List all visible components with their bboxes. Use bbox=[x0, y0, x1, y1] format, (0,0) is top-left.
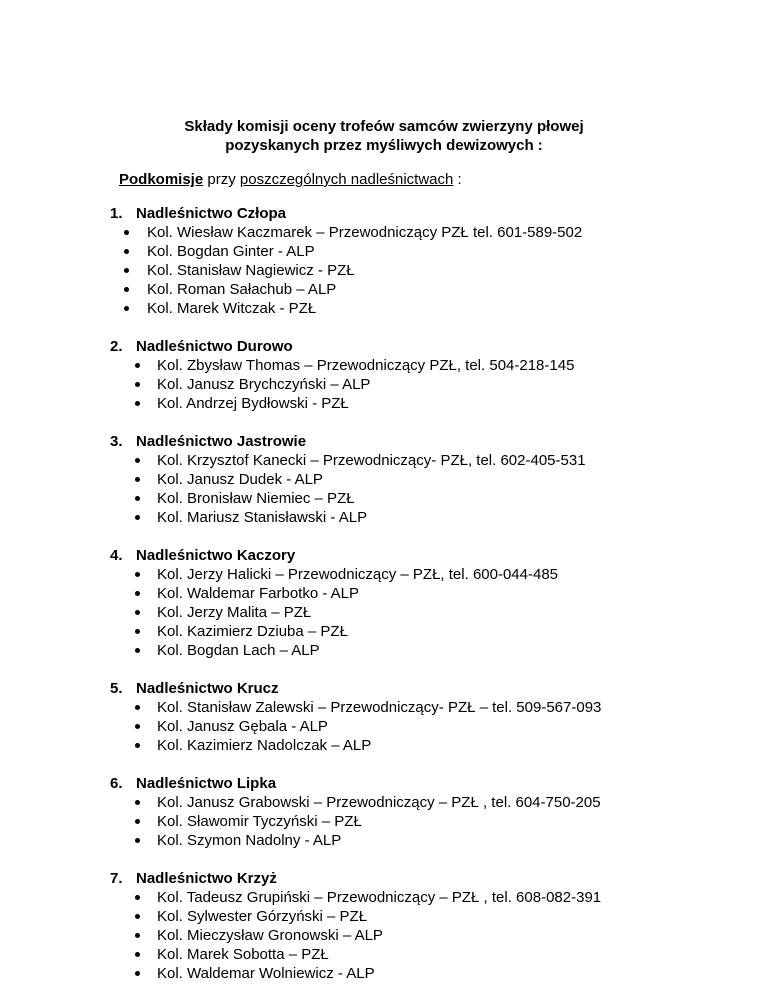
section-name: Nadleśnictwo Lipka bbox=[136, 775, 277, 792]
section-heading bbox=[110, 337, 750, 356]
bullet-icon bbox=[135, 363, 140, 368]
list-item bbox=[110, 926, 750, 945]
member-list bbox=[110, 223, 750, 318]
section-heading bbox=[110, 679, 750, 698]
bullet-icon bbox=[135, 724, 140, 729]
member-list bbox=[110, 888, 750, 983]
section bbox=[110, 679, 750, 755]
section bbox=[110, 546, 750, 660]
bullet-icon bbox=[135, 838, 140, 843]
bullet-icon bbox=[135, 743, 140, 748]
list-item bbox=[110, 508, 750, 527]
list-item bbox=[110, 945, 750, 964]
intro-bold: Podkomisje bbox=[119, 171, 204, 188]
list-item bbox=[110, 375, 750, 394]
list-item bbox=[110, 356, 750, 375]
bullet-icon bbox=[135, 629, 140, 634]
section-number: 6. bbox=[110, 775, 123, 792]
member-list bbox=[110, 698, 750, 755]
list-item bbox=[110, 622, 750, 641]
section-heading bbox=[110, 204, 750, 223]
list-item bbox=[110, 470, 750, 489]
bullet-icon bbox=[124, 249, 129, 254]
list-item bbox=[110, 242, 750, 261]
section-heading bbox=[110, 774, 750, 793]
bullet-icon bbox=[124, 268, 129, 273]
bullet-icon bbox=[135, 648, 140, 653]
member-text: Kol. Marek Witczak - PZŁ bbox=[147, 300, 317, 317]
intro-underlined: poszczególnych nadleśnictwach bbox=[239, 171, 454, 188]
bullet-icon bbox=[135, 382, 140, 387]
section bbox=[110, 774, 750, 850]
member-text: Kol. Wiesław Kaczmarek – Przewodniczący PZŁ tel. 601-589-502 bbox=[147, 224, 583, 241]
list-item bbox=[110, 394, 750, 413]
list-item bbox=[110, 698, 750, 717]
bullet-icon bbox=[135, 895, 140, 900]
section-number: 1. bbox=[110, 205, 123, 222]
list-item bbox=[110, 964, 750, 983]
member-text: Kol. Stanisław Nagiewicz - PZŁ bbox=[147, 262, 355, 279]
bullet-icon bbox=[124, 306, 129, 311]
bullet-icon bbox=[135, 591, 140, 596]
list-item bbox=[110, 831, 750, 850]
member-text: Kol. Kazimierz Dziuba – PZŁ bbox=[157, 623, 348, 640]
section-number: 3. bbox=[110, 433, 123, 450]
list-item bbox=[110, 451, 750, 470]
bullet-icon bbox=[135, 496, 140, 501]
bullet-icon bbox=[135, 705, 140, 710]
bullet-icon bbox=[135, 515, 140, 520]
bullet-icon bbox=[135, 971, 140, 976]
section-number: 7. bbox=[110, 870, 123, 887]
section-name: Nadleśnictwo Kaczory bbox=[136, 547, 296, 564]
list-item bbox=[110, 603, 750, 622]
member-text: Kol. Janusz Brychczyński – ALP bbox=[157, 376, 371, 393]
section-name: Nadleśnictwo Krzyż bbox=[136, 870, 277, 887]
list-item bbox=[110, 888, 750, 907]
member-text: Kol. Bogdan Lach – ALP bbox=[157, 642, 320, 659]
bullet-icon bbox=[135, 477, 140, 482]
list-item bbox=[110, 565, 750, 584]
list-item bbox=[110, 907, 750, 926]
member-list bbox=[110, 356, 750, 413]
bullet-icon bbox=[135, 610, 140, 615]
member-text: Kol. Waldemar Farbotko - ALP bbox=[157, 585, 360, 602]
bullet-icon bbox=[135, 914, 140, 919]
member-text: Kol. Kazimierz Nadolczak – ALP bbox=[157, 737, 372, 754]
section-number: 2. bbox=[110, 338, 123, 355]
bullet-icon bbox=[124, 230, 129, 235]
section-heading bbox=[110, 432, 750, 451]
member-text: Kol. Janusz Dudek - ALP bbox=[157, 471, 323, 488]
member-text: Kol. Andrzej Bydłowski - PZŁ bbox=[157, 395, 349, 412]
section bbox=[110, 869, 750, 983]
list-item bbox=[110, 489, 750, 508]
member-text: Kol. Krzysztof Kanecki – Przewodniczący- PZŁ, tel. 602-405-531 bbox=[157, 452, 586, 469]
bullet-icon bbox=[135, 952, 140, 957]
section bbox=[110, 432, 750, 527]
member-text: Kol. Tadeusz Grupiński – Przewodniczący – PZŁ , tel. 608-082-391 bbox=[157, 889, 602, 906]
list-item bbox=[110, 223, 750, 242]
intro-middle: przy bbox=[203, 171, 240, 188]
member-text: Kol. Marek Sobotta – PZŁ bbox=[157, 946, 329, 963]
title-line-1: Składy komisji oceny trofeów samców zwierzyny płowej bbox=[184, 118, 584, 135]
list-item bbox=[110, 261, 750, 280]
member-text: Kol. Waldemar Wolniewicz - ALP bbox=[157, 965, 375, 982]
section bbox=[110, 204, 750, 318]
title-line-2: pozyskanych przez myśliwych dewizowych : bbox=[225, 137, 543, 154]
member-text: Kol. Bronisław Niemiec – PZŁ bbox=[157, 490, 355, 507]
section-number: 5. bbox=[110, 680, 123, 697]
section-heading bbox=[110, 869, 750, 888]
member-text: Kol. Roman Sałachub – ALP bbox=[147, 281, 337, 298]
list-item bbox=[110, 717, 750, 736]
member-text: Kol. Zbysław Thomas – Przewodniczący PZŁ, tel. 504-218-145 bbox=[157, 357, 575, 374]
list-item bbox=[110, 641, 750, 660]
section-heading bbox=[110, 546, 750, 565]
section-name: Nadleśnictwo Człopa bbox=[136, 205, 287, 222]
section bbox=[110, 337, 750, 413]
bullet-icon bbox=[135, 572, 140, 577]
bullet-icon bbox=[135, 401, 140, 406]
bullet-icon bbox=[135, 819, 140, 824]
intro-suffix: : bbox=[453, 171, 462, 188]
list-item bbox=[110, 280, 750, 299]
list-item bbox=[110, 299, 750, 318]
member-text: Kol. Sławomir Tyczyński – PZŁ bbox=[157, 813, 362, 830]
member-text: Kol. Janusz Gębala - ALP bbox=[157, 718, 328, 735]
list-item bbox=[110, 736, 750, 755]
member-text: Kol. Janusz Grabowski – Przewodniczący – PZŁ , tel. 604-750-205 bbox=[157, 794, 601, 811]
section-name: Nadleśnictwo Durowo bbox=[136, 338, 293, 355]
member-list bbox=[110, 451, 750, 527]
member-text: Kol. Mieczysław Gronowski – ALP bbox=[157, 927, 383, 944]
sections-list bbox=[110, 204, 750, 1002]
section-name: Nadleśnictwo Krucz bbox=[136, 680, 279, 697]
list-item bbox=[110, 584, 750, 603]
member-text: Kol. Jerzy Halicki – Przewodniczący – PZŁ, tel. 600-044-485 bbox=[157, 566, 559, 583]
member-text: Kol. Bogdan Ginter - ALP bbox=[147, 243, 315, 260]
member-text: Kol. Szymon Nadolny - ALP bbox=[157, 832, 342, 849]
bullet-icon bbox=[124, 287, 129, 292]
member-text: Kol. Sylwester Górzyński – PZŁ bbox=[157, 908, 368, 925]
member-text: Kol. Jerzy Malita – PZŁ bbox=[157, 604, 312, 621]
section-number: 4. bbox=[110, 547, 123, 564]
bullet-icon bbox=[135, 458, 140, 463]
intro-line bbox=[119, 170, 462, 189]
document-title bbox=[0, 117, 768, 155]
list-item bbox=[110, 793, 750, 812]
member-text: Kol. Mariusz Stanisławski - ALP bbox=[157, 509, 368, 526]
member-list bbox=[110, 793, 750, 850]
member-list bbox=[110, 565, 750, 660]
list-item bbox=[110, 812, 750, 831]
bullet-icon bbox=[135, 800, 140, 805]
section-name: Nadleśnictwo Jastrowie bbox=[136, 433, 307, 450]
bullet-icon bbox=[135, 933, 140, 938]
member-text: Kol. Stanisław Zalewski – Przewodniczący- PZŁ – tel. 509-567-093 bbox=[157, 699, 602, 716]
